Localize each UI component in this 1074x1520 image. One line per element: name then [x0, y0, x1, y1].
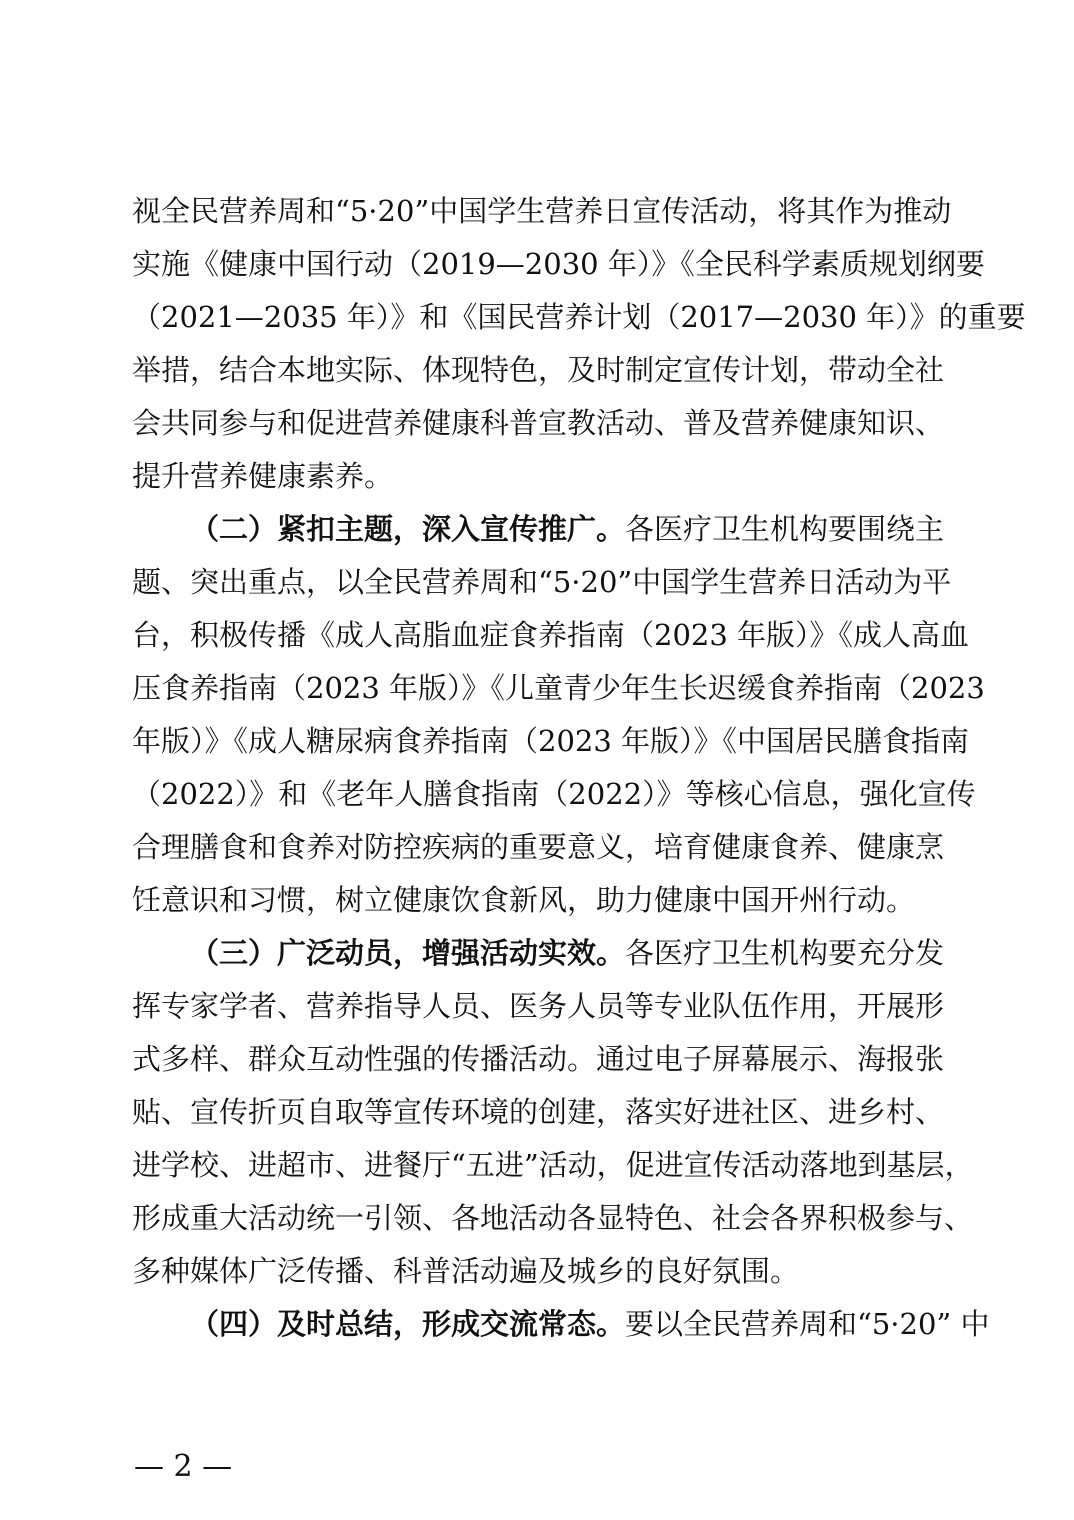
text-line: 饪意识和习惯，树立健康饮食新风，助力健康中国开州行动。 [132, 883, 916, 917]
section-text: 各医疗卫生机构要围绕主 [625, 512, 945, 546]
text-line: 式多样、群众互动性强的传播活动。通过电子屏幕展示、海报张 [132, 1042, 945, 1076]
section-first-line [132, 503, 944, 556]
text-line: 台，积极传播《成人高脂血症食养指南（2023 年版）》《成人高血 [132, 618, 970, 652]
page-number: — 2 — [134, 1449, 233, 1484]
text-line: 提升营养健康素养。 [132, 459, 394, 493]
text-line: 实施《健康中国行动（2019—2030 年）》《全民科学素质规划纲要 [132, 247, 985, 281]
paragraph-section-2 [132, 503, 985, 927]
section-first-line [132, 927, 944, 980]
section-first-line [132, 1298, 990, 1351]
text-line: 进学校、进超市、进餐厅“五进”活动，促进宣传活动落地到基层， [132, 1148, 974, 1182]
text-line: 形成重大活动统一引领、各地活动各显特色、社会各界积极参与、 [132, 1201, 974, 1235]
section-heading: （三）广泛动员，增强活动实效。 [190, 936, 626, 970]
text-line: 贴、宣传折页自取等宣传环境的创建，落实好进社区、进乡村、 [132, 1095, 945, 1129]
paragraph-continuation [132, 185, 1026, 503]
text-line: （2021—2035 年）》和《国民营养计划（2017—2030 年）》的重要 [132, 300, 1026, 334]
body-text [132, 185, 1026, 1351]
section-heading: （四）及时总结，形成交流常态。 [190, 1307, 626, 1341]
text-line: 多种媒体广泛传播、科普活动遍及城乡的良好氛围。 [132, 1254, 800, 1288]
section-text: 要以全民营养周和“5·20” 中 [625, 1307, 990, 1341]
text-line: 年版）》《成人糖尿病食养指南（2023 年版）》《中国居民膳食指南 [132, 724, 970, 758]
text-line: 举措，结合本地实际、体现特色，及时制定宣传计划，带动全社 [132, 353, 945, 387]
text-line: （2022）》和《老年人膳食指南（2022）》等核心信息，强化宣传 [132, 777, 976, 811]
paragraph-section-4 [132, 1298, 990, 1351]
text-line: 视全民营养周和“5·20”中国学生营养日宣传活动，将其作为推动 [132, 194, 952, 228]
text-line: 会共同参与和促进营养健康科普宣教活动、普及营养健康知识、 [132, 406, 945, 440]
section-heading: （二）紧扣主题，深入宣传推广。 [190, 512, 626, 546]
text-line: 题、突出重点，以全民营养周和“5·20”中国学生营养日活动为平 [132, 565, 952, 599]
text-line: 合理膳食和食养对防控疾病的重要意义，培育健康食养、健康烹 [132, 830, 945, 864]
text-line: 挥专家学者、营养指导人员、医务人员等专业队伍作用，开展形 [132, 989, 945, 1023]
paragraph-section-3 [132, 927, 974, 1298]
text-line: 压食养指南（2023 年版）》《儿童青少年生长迟缓食养指南（2023 [132, 671, 985, 705]
section-text: 各医疗卫生机构要充分发 [625, 936, 945, 970]
